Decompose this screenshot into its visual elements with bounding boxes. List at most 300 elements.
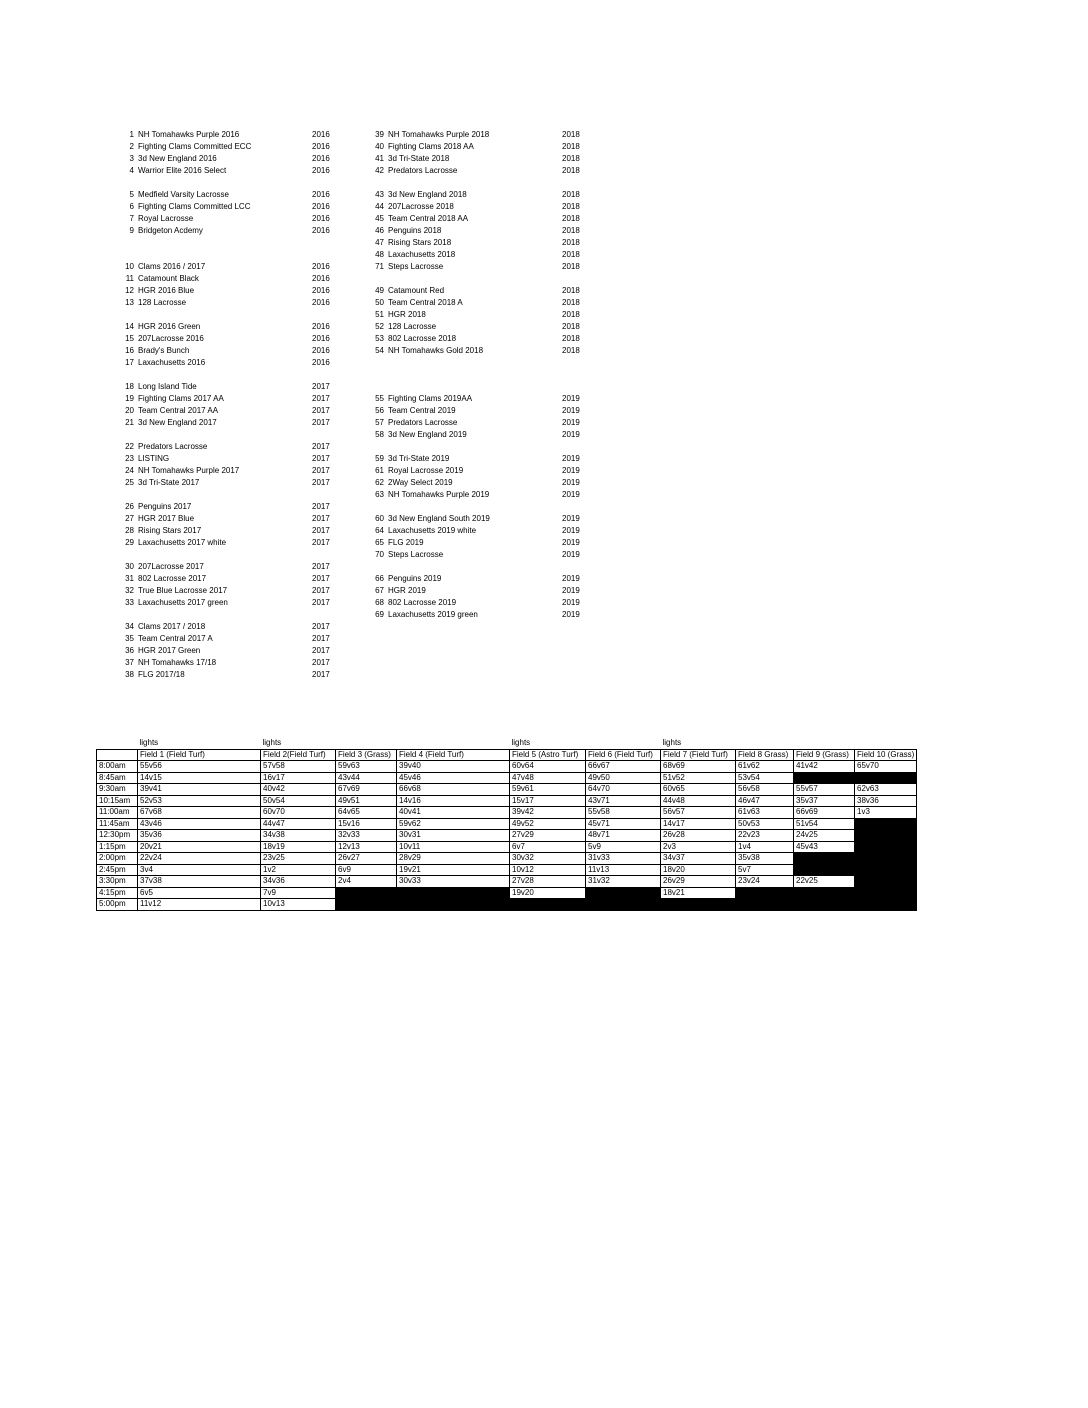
lights-label — [855, 738, 917, 749]
unavailable-slot — [736, 899, 794, 911]
team-number: 32 — [125, 586, 134, 595]
unavailable-slot — [661, 899, 736, 911]
team-number: 46 — [375, 226, 384, 235]
lights-label — [397, 738, 510, 749]
unavailable-slot — [586, 887, 661, 899]
team-number: 56 — [375, 406, 384, 415]
team-year: 2019 — [562, 418, 580, 427]
lights-label: lights — [139, 738, 159, 748]
game-matchup: 40v42 — [261, 784, 336, 796]
game-matchup: 60v70 — [261, 807, 336, 819]
team-year: 2017 — [312, 646, 330, 655]
team-year: 2017 — [312, 634, 330, 643]
game-matchup: 27v28 — [510, 876, 586, 888]
game-matchup: 10v13 — [261, 899, 336, 911]
team-year: 2019 — [562, 454, 580, 463]
team-number: 26 — [125, 502, 134, 511]
game-matchup: 1v2 — [261, 864, 336, 876]
unavailable-slot — [855, 864, 917, 876]
team-name: HGR 2018 — [388, 310, 426, 319]
team-year: 2019 — [562, 430, 580, 439]
game-matchup: 3v4 — [138, 864, 261, 876]
time-slot: 1:15pm — [97, 841, 138, 853]
team-name: Rising Stars 2017 — [138, 526, 202, 535]
team-name: Fighting Clams Committed ECC — [138, 142, 252, 151]
team-name: Penguins 2017 — [138, 502, 192, 511]
game-matchup: 23v24 — [736, 876, 794, 888]
team-number: 45 — [375, 214, 384, 223]
team-year: 2019 — [562, 586, 580, 595]
team-name: HGR 2016 Green — [138, 322, 201, 331]
game-matchup: 49v51 — [336, 795, 397, 807]
game-matchup: 47v48 — [510, 772, 586, 784]
game-matchup: 18v21 — [661, 887, 736, 899]
team-number: 21 — [125, 418, 134, 427]
team-number: 41 — [375, 154, 384, 163]
column-header: Field 8 Grass) — [736, 749, 794, 761]
team-number: 5 — [129, 190, 134, 199]
game-matchup: 5v7 — [736, 864, 794, 876]
team-number: 16 — [125, 346, 134, 355]
team-year: 2019 — [562, 406, 580, 415]
unavailable-slot — [855, 887, 917, 899]
game-matchup: 14v16 — [397, 795, 510, 807]
column-header: Field 6 (Field Turf) — [586, 749, 661, 761]
team-year: 2019 — [562, 490, 580, 499]
team-name: 3d New England 2016 — [138, 154, 217, 163]
game-matchup: 26v27 — [336, 853, 397, 865]
time-slot: 12:30pm — [97, 830, 138, 842]
team-name: NH Tomahawks Purple 2018 — [388, 130, 490, 139]
game-matchup: 67v69 — [336, 784, 397, 796]
team-name: HGR 2016 Blue — [138, 286, 195, 295]
game-matchup: 2v4 — [336, 876, 397, 888]
game-matchup: 22v25 — [794, 876, 855, 888]
team-year: 2016 — [312, 226, 330, 235]
team-year: 2018 — [562, 262, 580, 271]
team-number: 50 — [375, 298, 384, 307]
game-matchup: 6v9 — [336, 864, 397, 876]
team-year: 2017 — [312, 382, 330, 391]
game-matchup: 43v44 — [336, 772, 397, 784]
team-year: 2019 — [562, 514, 580, 523]
team-number: 57 — [375, 418, 384, 427]
game-matchup: 65v70 — [855, 761, 917, 773]
game-matchup: 7v9 — [261, 887, 336, 899]
team-name: NH Tomahawks 17/18 — [138, 658, 217, 667]
team-number: 66 — [375, 574, 384, 583]
team-year: 2017 — [312, 406, 330, 415]
column-header: Field 2(Field Turf) — [261, 749, 336, 761]
team-name: NH Tomahawks Purple 2017 — [138, 466, 240, 475]
team-year: 2018 — [562, 334, 580, 343]
time-slot: 2:00pm — [97, 853, 138, 865]
team-number: 9 — [129, 226, 134, 235]
team-name: Predators Lacrosse — [388, 166, 458, 175]
team-year: 2017 — [312, 394, 330, 403]
team-name: Fighting Clams Committed LCC — [138, 202, 251, 211]
team-year: 2019 — [562, 394, 580, 403]
team-number: 47 — [375, 238, 384, 247]
column-header: Field 9 (Grass) — [794, 749, 855, 761]
team-name: Predators Lacrosse — [138, 442, 208, 451]
game-matchup: 31v33 — [586, 853, 661, 865]
team-number: 20 — [125, 406, 134, 415]
game-matchup: 34v37 — [661, 853, 736, 865]
team-name: 3d New England 2019 — [388, 430, 467, 439]
game-matchup: 43v46 — [138, 818, 261, 830]
game-matchup: 66v68 — [397, 784, 510, 796]
team-year: 2017 — [312, 454, 330, 463]
table-row — [97, 841, 917, 853]
team-number: 36 — [125, 646, 134, 655]
team-year: 2016 — [312, 214, 330, 223]
game-matchup: 10v11 — [397, 841, 510, 853]
team-year: 2018 — [562, 154, 580, 163]
unavailable-slot — [855, 830, 917, 842]
team-number: 13 — [125, 298, 134, 307]
team-name: Clams 2016 / 2017 — [138, 262, 206, 271]
team-number: 37 — [125, 658, 134, 667]
team-number: 51 — [375, 310, 384, 319]
team-number: 60 — [375, 514, 384, 523]
team-name: NH Tomahawks Purple 2019 — [388, 490, 490, 499]
unavailable-slot — [336, 899, 397, 911]
game-matchup: 31v32 — [586, 876, 661, 888]
team-year: 2019 — [562, 466, 580, 475]
team-name: Predators Lacrosse — [388, 418, 458, 427]
time-slot: 4:15pm — [97, 887, 138, 899]
time-slot: 11:00am — [97, 807, 138, 819]
team-name: Team Central 2018 A — [388, 298, 463, 307]
lights-label: lights — [511, 738, 531, 748]
game-matchup: 50v54 — [261, 795, 336, 807]
game-matchup: 22v23 — [736, 830, 794, 842]
team-number: 33 — [125, 598, 134, 607]
team-number: 71 — [375, 262, 384, 271]
table-row — [97, 807, 917, 819]
team-number: 64 — [375, 526, 384, 535]
team-year: 2019 — [562, 526, 580, 535]
team-name: Laxachusetts 2019 white — [388, 526, 477, 535]
lights-label: lights — [662, 738, 682, 748]
team-name: Laxachusetts 2017 green — [138, 598, 228, 607]
team-number: 40 — [375, 142, 384, 151]
time-slot: 5:00pm — [97, 899, 138, 911]
game-matchup: 23v25 — [261, 853, 336, 865]
team-number: 63 — [375, 490, 384, 499]
team-number: 17 — [125, 358, 134, 367]
team-number: 15 — [125, 334, 134, 343]
game-matchup: 50v53 — [736, 818, 794, 830]
game-matchup: 16v17 — [261, 772, 336, 784]
team-year: 2017 — [312, 418, 330, 427]
team-year: 2018 — [562, 166, 580, 175]
team-name: 3d Tri-State 2017 — [138, 478, 200, 487]
team-year: 2017 — [312, 586, 330, 595]
team-name: Team Central 2017 AA — [138, 406, 219, 415]
game-matchup: 35v37 — [794, 795, 855, 807]
team-number: 11 — [125, 274, 134, 283]
team-name: Rising Stars 2018 — [388, 238, 452, 247]
game-matchup: 53v54 — [736, 772, 794, 784]
game-matchup: 6v7 — [510, 841, 586, 853]
team-name: 3d New England South 2019 — [388, 514, 490, 523]
team-year: 2017 — [312, 466, 330, 475]
unavailable-slot — [855, 853, 917, 865]
team-number: 27 — [125, 514, 134, 523]
game-matchup: 27v29 — [510, 830, 586, 842]
team-name: 207Lacrosse 2018 — [388, 202, 454, 211]
time-slot: 3:30pm — [97, 876, 138, 888]
game-matchup: 67v68 — [138, 807, 261, 819]
team-name: Fighting Clams 2018 AA — [388, 142, 474, 151]
game-matchup: 1v3 — [855, 807, 917, 819]
game-matchup: 12v13 — [336, 841, 397, 853]
team-number: 18 — [125, 382, 134, 391]
lights-row — [97, 738, 917, 749]
game-matchup: 28v29 — [397, 853, 510, 865]
team-name: 3d Tri-State 2019 — [388, 454, 450, 463]
team-number: 49 — [375, 286, 384, 295]
team-number: 1 — [129, 130, 134, 139]
game-matchup: 37v38 — [138, 876, 261, 888]
team-name: FLG 2019 — [388, 538, 424, 547]
team-name: True Blue Lacrosse 2017 — [138, 586, 228, 595]
unavailable-slot — [794, 887, 855, 899]
team-name: Bridgeton Acdemy — [138, 226, 203, 235]
team-number: 68 — [375, 598, 384, 607]
table-row — [97, 795, 917, 807]
team-year: 2016 — [312, 334, 330, 343]
game-matchup: 18v20 — [661, 864, 736, 876]
team-year: 2018 — [562, 346, 580, 355]
table-row — [97, 761, 917, 773]
team-name: Steps Lacrosse — [388, 262, 444, 271]
table-row — [97, 887, 917, 899]
unavailable-slot — [794, 853, 855, 865]
team-year: 2018 — [562, 142, 580, 151]
time-slot: 9:30am — [97, 784, 138, 796]
game-matchup: 44v48 — [661, 795, 736, 807]
game-matchup: 64v65 — [336, 807, 397, 819]
team-year: 2018 — [562, 226, 580, 235]
team-year: 2019 — [562, 538, 580, 547]
team-name: 2Way Select 2019 — [388, 478, 453, 487]
game-matchup: 57v58 — [261, 761, 336, 773]
column-header: Field 1 (Field Turf) — [138, 749, 261, 761]
game-matchup: 62v63 — [855, 784, 917, 796]
game-matchup: 46v47 — [736, 795, 794, 807]
team-name: NH Tomahawks Purple 2016 — [138, 130, 240, 139]
team-year: 2017 — [312, 478, 330, 487]
column-header: Field 7 (Field Turf) — [661, 749, 736, 761]
game-matchup: 20v21 — [138, 841, 261, 853]
game-matchup: 30v32 — [510, 853, 586, 865]
game-matchup: 59v63 — [336, 761, 397, 773]
unavailable-slot — [855, 899, 917, 911]
game-matchup: 45v71 — [586, 818, 661, 830]
team-number: 48 — [375, 250, 384, 259]
team-year: 2017 — [312, 442, 330, 451]
game-matchup: 60v64 — [510, 761, 586, 773]
team-name: 802 Lacrosse 2017 — [138, 574, 207, 583]
table-row — [97, 772, 917, 784]
lights-label — [336, 738, 397, 749]
game-matchup: 44v47 — [261, 818, 336, 830]
lights-label — [736, 738, 794, 749]
team-name: Laxachusetts 2016 — [138, 358, 206, 367]
team-name: Laxachusetts 2017 white — [138, 538, 227, 547]
team-year: 2016 — [312, 346, 330, 355]
unavailable-slot — [397, 887, 510, 899]
game-matchup: 22v24 — [138, 853, 261, 865]
game-matchup: 18v19 — [261, 841, 336, 853]
team-number: 28 — [125, 526, 134, 535]
team-year: 2018 — [562, 130, 580, 139]
team-name: 802 Lacrosse 2019 — [388, 598, 457, 607]
team-year: 2017 — [312, 562, 330, 571]
team-year: 2017 — [312, 526, 330, 535]
team-year: 2019 — [562, 550, 580, 559]
game-matchup: 61v63 — [736, 807, 794, 819]
team-name: 207Lacrosse 2017 — [138, 562, 204, 571]
team-year: 2018 — [562, 322, 580, 331]
game-matchup: 14v17 — [661, 818, 736, 830]
team-name: Team Central 2018 AA — [388, 214, 469, 223]
team-year: 2018 — [562, 298, 580, 307]
schedule-table — [96, 738, 917, 911]
team-name: Penguins 2018 — [388, 226, 442, 235]
team-name: Clams 2017 / 2018 — [138, 622, 206, 631]
team-name: Catamount Black — [138, 274, 199, 283]
team-number: 70 — [375, 550, 384, 559]
game-matchup: 19v21 — [397, 864, 510, 876]
game-matchup: 30v33 — [397, 876, 510, 888]
game-matchup: 39v42 — [510, 807, 586, 819]
team-number: 3 — [129, 154, 134, 163]
game-matchup: 49v50 — [586, 772, 661, 784]
game-matchup: 39v41 — [138, 784, 261, 796]
game-matchup: 48v71 — [586, 830, 661, 842]
team-name: Laxachusetts 2018 — [388, 250, 456, 259]
game-matchup: 10v12 — [510, 864, 586, 876]
unavailable-slot — [855, 841, 917, 853]
team-number: 65 — [375, 538, 384, 547]
team-number: 42 — [375, 166, 384, 175]
team-name: Royal Lacrosse 2019 — [388, 466, 464, 475]
game-matchup: 66v69 — [794, 807, 855, 819]
team-name: HGR 2017 Green — [138, 646, 201, 655]
team-name: Royal Lacrosse — [138, 214, 194, 223]
team-name: Penguins 2019 — [388, 574, 442, 583]
team-name: 802 Lacrosse 2018 — [388, 334, 457, 343]
game-matchup: 60v65 — [661, 784, 736, 796]
time-slot: 8:00am — [97, 761, 138, 773]
table-row — [97, 853, 917, 865]
team-name: LISTING — [138, 454, 170, 463]
game-matchup: 26v28 — [661, 830, 736, 842]
team-number: 7 — [129, 214, 134, 223]
time-slot: 10:15am — [97, 795, 138, 807]
table-row — [97, 899, 917, 911]
team-year: 2017 — [312, 502, 330, 511]
unavailable-slot — [794, 899, 855, 911]
team-year: 2018 — [562, 238, 580, 247]
unavailable-slot — [855, 818, 917, 830]
game-matchup: 14v15 — [138, 772, 261, 784]
team-year: 2016 — [312, 130, 330, 139]
team-name: 207Lacrosse 2016 — [138, 334, 204, 343]
team-name: 3d New England 2017 — [138, 418, 217, 427]
column-header: Field 3 (Grass) — [336, 749, 397, 761]
team-number: 24 — [125, 466, 134, 475]
game-matchup: 59v62 — [397, 818, 510, 830]
game-matchup: 45v46 — [397, 772, 510, 784]
game-matchup: 55v57 — [794, 784, 855, 796]
game-matchup: 35v38 — [736, 853, 794, 865]
team-number: 14 — [125, 322, 134, 331]
table-row — [97, 830, 917, 842]
table-row — [97, 818, 917, 830]
team-number: 25 — [125, 478, 134, 487]
team-name: 128 Lacrosse — [388, 322, 437, 331]
team-year: 2019 — [562, 478, 580, 487]
game-matchup: 68v69 — [661, 761, 736, 773]
team-number: 44 — [375, 202, 384, 211]
team-year: 2016 — [312, 262, 330, 271]
unavailable-slot — [855, 876, 917, 888]
team-name: 3d New England 2018 — [388, 190, 467, 199]
game-matchup: 1v4 — [736, 841, 794, 853]
team-year: 2019 — [562, 598, 580, 607]
team-number: 23 — [125, 454, 134, 463]
game-matchup: 55v58 — [586, 807, 661, 819]
team-year: 2017 — [312, 658, 330, 667]
team-year: 2019 — [562, 574, 580, 583]
team-year: 2016 — [312, 166, 330, 175]
unavailable-slot — [794, 772, 855, 784]
team-year: 2018 — [562, 214, 580, 223]
game-matchup: 45v43 — [794, 841, 855, 853]
game-matchup: 52v53 — [138, 795, 261, 807]
game-matchup: 59v61 — [510, 784, 586, 796]
team-number: 58 — [375, 430, 384, 439]
team-name: Long Island Tide — [138, 382, 197, 391]
team-number: 30 — [125, 562, 134, 571]
game-matchup: 11v13 — [586, 864, 661, 876]
team-number: 6 — [129, 202, 134, 211]
unavailable-slot — [794, 864, 855, 876]
team-name: HGR 2017 Blue — [138, 514, 195, 523]
team-name: HGR 2019 — [388, 586, 426, 595]
team-year: 2018 — [562, 250, 580, 259]
game-matchup: 56v57 — [661, 807, 736, 819]
game-matchup: 11v12 — [138, 899, 261, 911]
game-matchup: 43v71 — [586, 795, 661, 807]
team-number: 61 — [375, 466, 384, 475]
game-matchup: 39v40 — [397, 761, 510, 773]
game-matchup: 51v54 — [794, 818, 855, 830]
column-header: Field 10 (Grass) — [855, 749, 917, 761]
team-name: Brady's Bunch — [138, 346, 190, 355]
game-matchup: 19v20 — [510, 887, 586, 899]
time-slot: 8:45am — [97, 772, 138, 784]
team-name: Warrior Elite 2016 Select — [138, 166, 227, 175]
game-matchup: 24v25 — [794, 830, 855, 842]
lights-label: lights — [262, 738, 282, 748]
team-year: 2016 — [312, 358, 330, 367]
